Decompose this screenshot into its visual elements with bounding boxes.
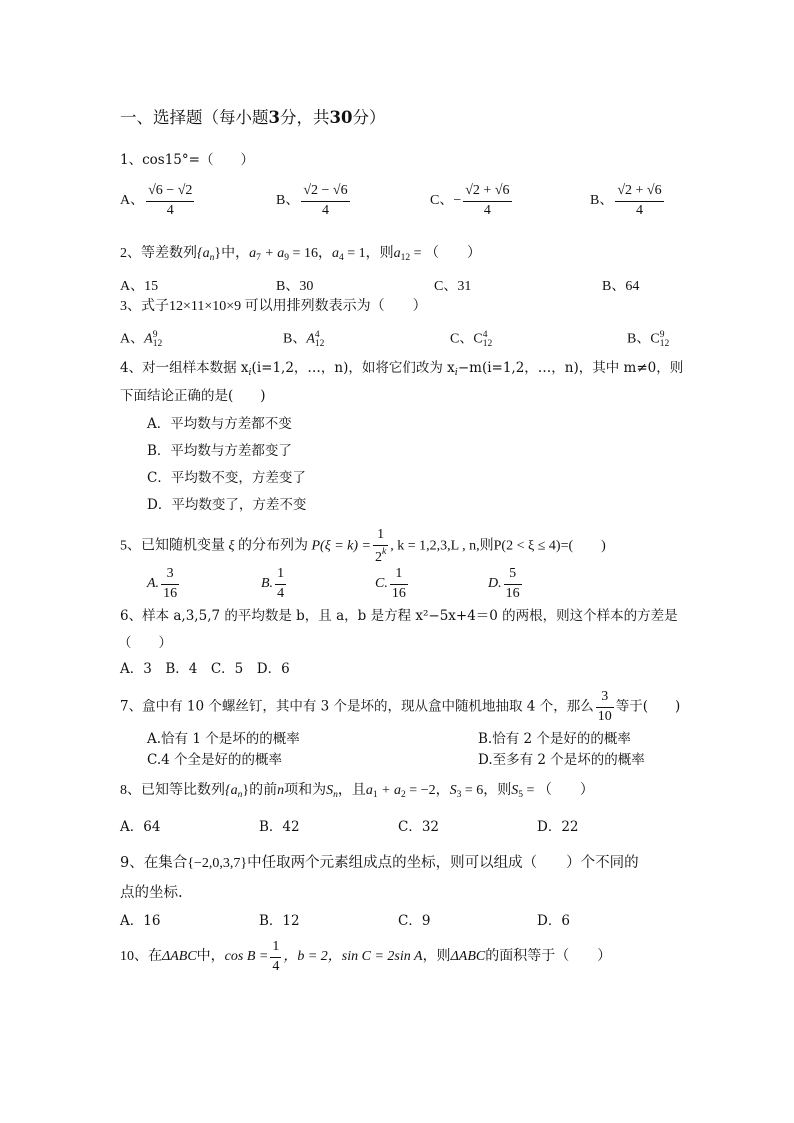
q7-option-b: B.恰有 2 个是好的的概率 [478,731,631,747]
q7-stem: 7、盒中有 10 个螺丝钉，其中有 3 个是坏的，现从盒中随机地抽取 4 个，那么 $\frac{3}{10}$ 等于( ) [120,689,681,724]
q1-option-c: C、− $\frac{√2 + √6}{4}$ [430,183,510,218]
q3-option-b: B、A 4 12 [283,330,325,349]
q5-option-c: C. $\frac{1}{16}$ [375,566,406,601]
q7-option-a: A.恰有 1 个是坏的的概率 [147,731,300,747]
q8-option-a: A．64 [120,819,161,835]
q1-option-a: A、 $\frac{√6 - √2}{4}$ [120,183,193,218]
q8-option-b: B．42 [259,819,300,835]
q1-option-d: B、 $\frac{√2 + √6}{4}$ [590,183,662,218]
q3-stem: 3、式子12×11×10×9 可以用排列数表示为（ ） [120,299,427,314]
q4-line2: 下面结论正确的是( ) [120,388,266,404]
q4-line1: 4、对一组样本数据 $x_i(i=1,2$，…，n)，如将它们改为 $x_i-m(i=1,2$，…，n)，其中 m≠0，则 [120,360,684,378]
q3-option-a: A、A 9 12 [120,330,163,349]
q2-stem: 2、等差数列$\{a_n\}$中，$a_7 + a_9 = 16$，$a_4 = 1$，则$a_{12}$ = （ ） [120,246,482,263]
q4-option-a: A．平均数与方差都不变 [147,416,292,432]
q4-option-d: D．平均数变了，方差不变 [147,497,307,513]
q9-option-c: C．9 [398,913,431,929]
q8-option-d: D．22 [537,819,579,835]
q4-option-b: B．平均数与方差都变了 [147,443,292,459]
q3-option-d: B、C 9 12 [627,330,670,349]
q7-option-c: C.4 个全是好的的概率 [147,752,283,768]
q1-stem: 1、cos15°=（ ） [120,152,254,168]
q2-option-d: B、64 [602,279,640,294]
q6-line2: （ ） [118,635,172,651]
q2-option-a: A、15 [120,279,159,294]
q9-option-a: A．16 [120,913,161,929]
q5-option-b: B. $\frac{1}{4}$ [261,566,285,601]
q6-line1: 6、样本 a,3,5,7 的平均数是 b，且 a，b 是方程 x²−5x+4＝0 的两根，则这个样本的方差是 [120,608,678,624]
q7-option-d: D.至多有 2 个是坏的的概率 [478,752,645,768]
q9-line1: 9、在集合{−2,0,3,7}中任取两个元素组成点的坐标，则可以组成（ ）个不同的 [120,855,639,871]
q5-option-d: D. $\frac{5}{16}$ [488,566,520,601]
section-title: 一、选择题（每小题3分，共30分） [120,108,386,127]
q2-option-b: B、30 [276,279,314,294]
q2-option-c: C、31 [434,279,472,294]
q8-stem: 8、已知等比数列$\{a_n\}$的前n项和为$S_n$，且$a_1 + a_2 = -2$，$S_3 = 6$，则$S_5$ = （ ） [120,783,594,800]
q10-stem: 10、在ΔABC中，cos B = $\frac{1}{4}$ ，b = 2，sin C = 2sin A，则ΔABC的面积等于（ ） [120,939,612,974]
q9-line2: 点的坐标. [120,885,183,901]
q9-option-b: B．12 [259,913,300,929]
q5-stem: 5、已知随机变量 ξ 的分布列为 P(ξ = k) = $\frac{1}{2^k}$ , k = 1,2,3,L , n,则P(2 < ξ ≤ 4)=( ) [120,527,606,565]
q1-option-b: B、 $\frac{√2 - √6}{4}$ [276,183,348,218]
q6-options: A．3 B．4 C．5 D．6 [120,661,290,677]
q8-option-c: C．32 [398,819,440,835]
q9-option-d: D．6 [537,913,570,929]
q3-option-c: C、C 4 12 [450,330,493,349]
q5-option-a: A. $\frac{3}{16}$ [147,566,178,601]
q4-option-c: C．平均数不变，方差变了 [147,470,306,486]
